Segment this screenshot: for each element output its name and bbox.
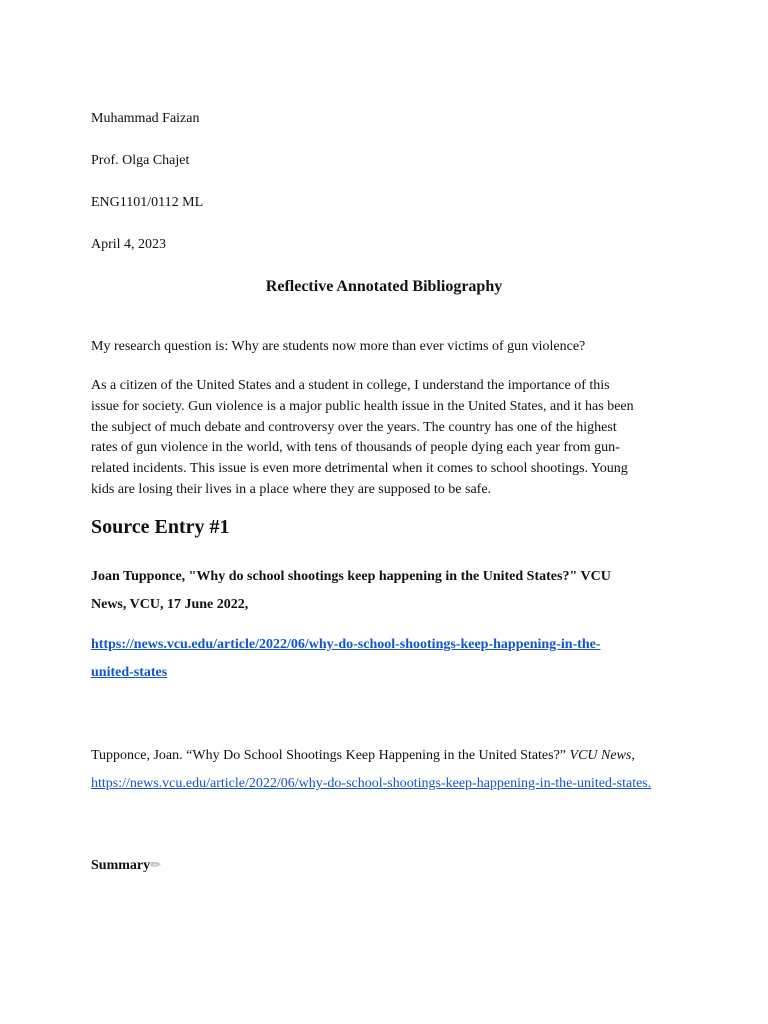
- professor-name: Prof. Olga Chajet: [91, 153, 190, 168]
- research-question: My research question is: Why are students now more than ever victims of gun violence?: [91, 339, 586, 354]
- entry-line-1: Joan Tupponce, "Why do school shootings keep happening in the United States?" VCU: [91, 569, 611, 584]
- intro-line: the subject of much debate and controversy over the years. The country has one of the highest: [91, 419, 617, 435]
- document-title: Reflective Annotated Bibliography: [265, 278, 503, 295]
- entry-line-2: News, VCU, 17 June 2022,: [91, 597, 249, 612]
- pencil-icon: ✏: [150, 857, 162, 872]
- source-entry-reference: [91, 563, 611, 619]
- citation-comma: ,: [631, 748, 635, 763]
- intro-line: rates of gun violence in the world, with tens of thousands of people dying each year from gun-: [91, 440, 620, 456]
- source-url-link-line-2[interactable]: united-states: [91, 665, 168, 680]
- summary-label: Summary: [91, 858, 151, 873]
- summary-heading: [91, 857, 161, 874]
- author-name: Muhammad Faizan: [91, 111, 200, 126]
- intro-line: related incidents. This issue is even more detrimental when it comes to school shootings. Young: [91, 461, 628, 477]
- citation-url-link[interactable]: https://news.vcu.edu/article/2022/06/why-do-school-shootings-keep-happening-in-the-united-states.: [91, 776, 652, 791]
- mla-citation: [91, 742, 651, 798]
- source-entry-heading: Source Entry #1: [91, 516, 230, 538]
- citation-publication: VCU News: [569, 748, 632, 763]
- source-entry-url: [91, 631, 600, 687]
- source-url-link-line-1[interactable]: https://news.vcu.edu/article/2022/06/why-do-school-shootings-keep-happening-in-the-: [91, 637, 601, 652]
- citation-text: Tupponce, Joan. “Why Do School Shootings Keep Happening in the United States?”: [91, 748, 570, 763]
- document-date: April 4, 2023: [91, 237, 167, 252]
- intro-line: issue for society. Gun violence is a major public health issue in the United States, and it has been: [91, 398, 634, 414]
- intro-line: kids are losing their lives in a place where they are supposed to be safe.: [91, 481, 492, 497]
- course-code: ENG1101/0112 ML: [91, 195, 204, 210]
- intro-line: As a citizen of the United States and a student in college, I understand the importance of this: [91, 378, 610, 393]
- intro-paragraph: [91, 376, 691, 501]
